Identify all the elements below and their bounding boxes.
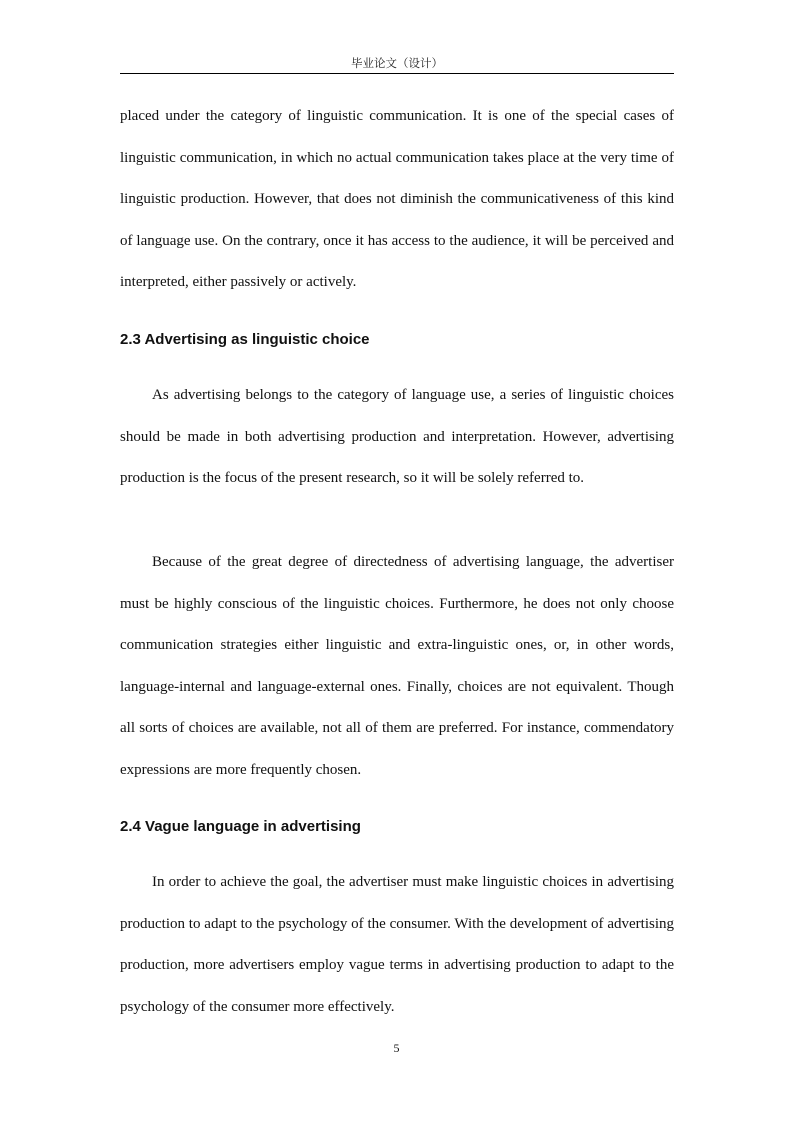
running-header: 毕业论文（设计） (351, 56, 443, 70)
header-rule (120, 73, 674, 74)
paragraph-vague-language: In order to achieve the goal, the advertiser must make linguistic choices in advertising production to adapt to the psychology of the consumer. With the development of advertising production, more advertisers employ vague terms in advertising production to adapt to the psychology of the consumer more effectively. (120, 874, 674, 1015)
section-heading-2-3: 2.3 Advertising as linguistic choice (120, 331, 370, 348)
paragraph-advertising-choice-1: As advertising belongs to the category of language use, a series of linguistic choices should be made in both advertising production and interpretation. However, advertising production is the focus of the present research, so it will be solely referred to. (120, 387, 674, 487)
paragraph-continuation: placed under the category of linguistic communication. It is one of the special cases of linguistic communication, in which no actual communication takes place at the very time of linguistic production. However, that does not diminish the communicativeness of this kind of language use. On the contrary, once it has access to the audience, it will be perceived and interpreted, either passively or actively. (120, 108, 674, 291)
section-heading-2-4: 2.4 Vague language in advertising (120, 818, 361, 835)
paragraph-advertising-choice-2: Because of the great degree of directedness of advertising language, the advertiser must be highly conscious of the linguistic choices. Furthermore, he does not only choose communication strategies either linguistic and extra-linguistic ones, or, in other words, language-internal and language-external ones. Finally, choices are not equivalent. Though all sorts of choices are available, not all of them are preferred. For instance, commendatory expressions are more frequently chosen. (120, 554, 674, 778)
page-number: 5 (393, 1041, 400, 1055)
